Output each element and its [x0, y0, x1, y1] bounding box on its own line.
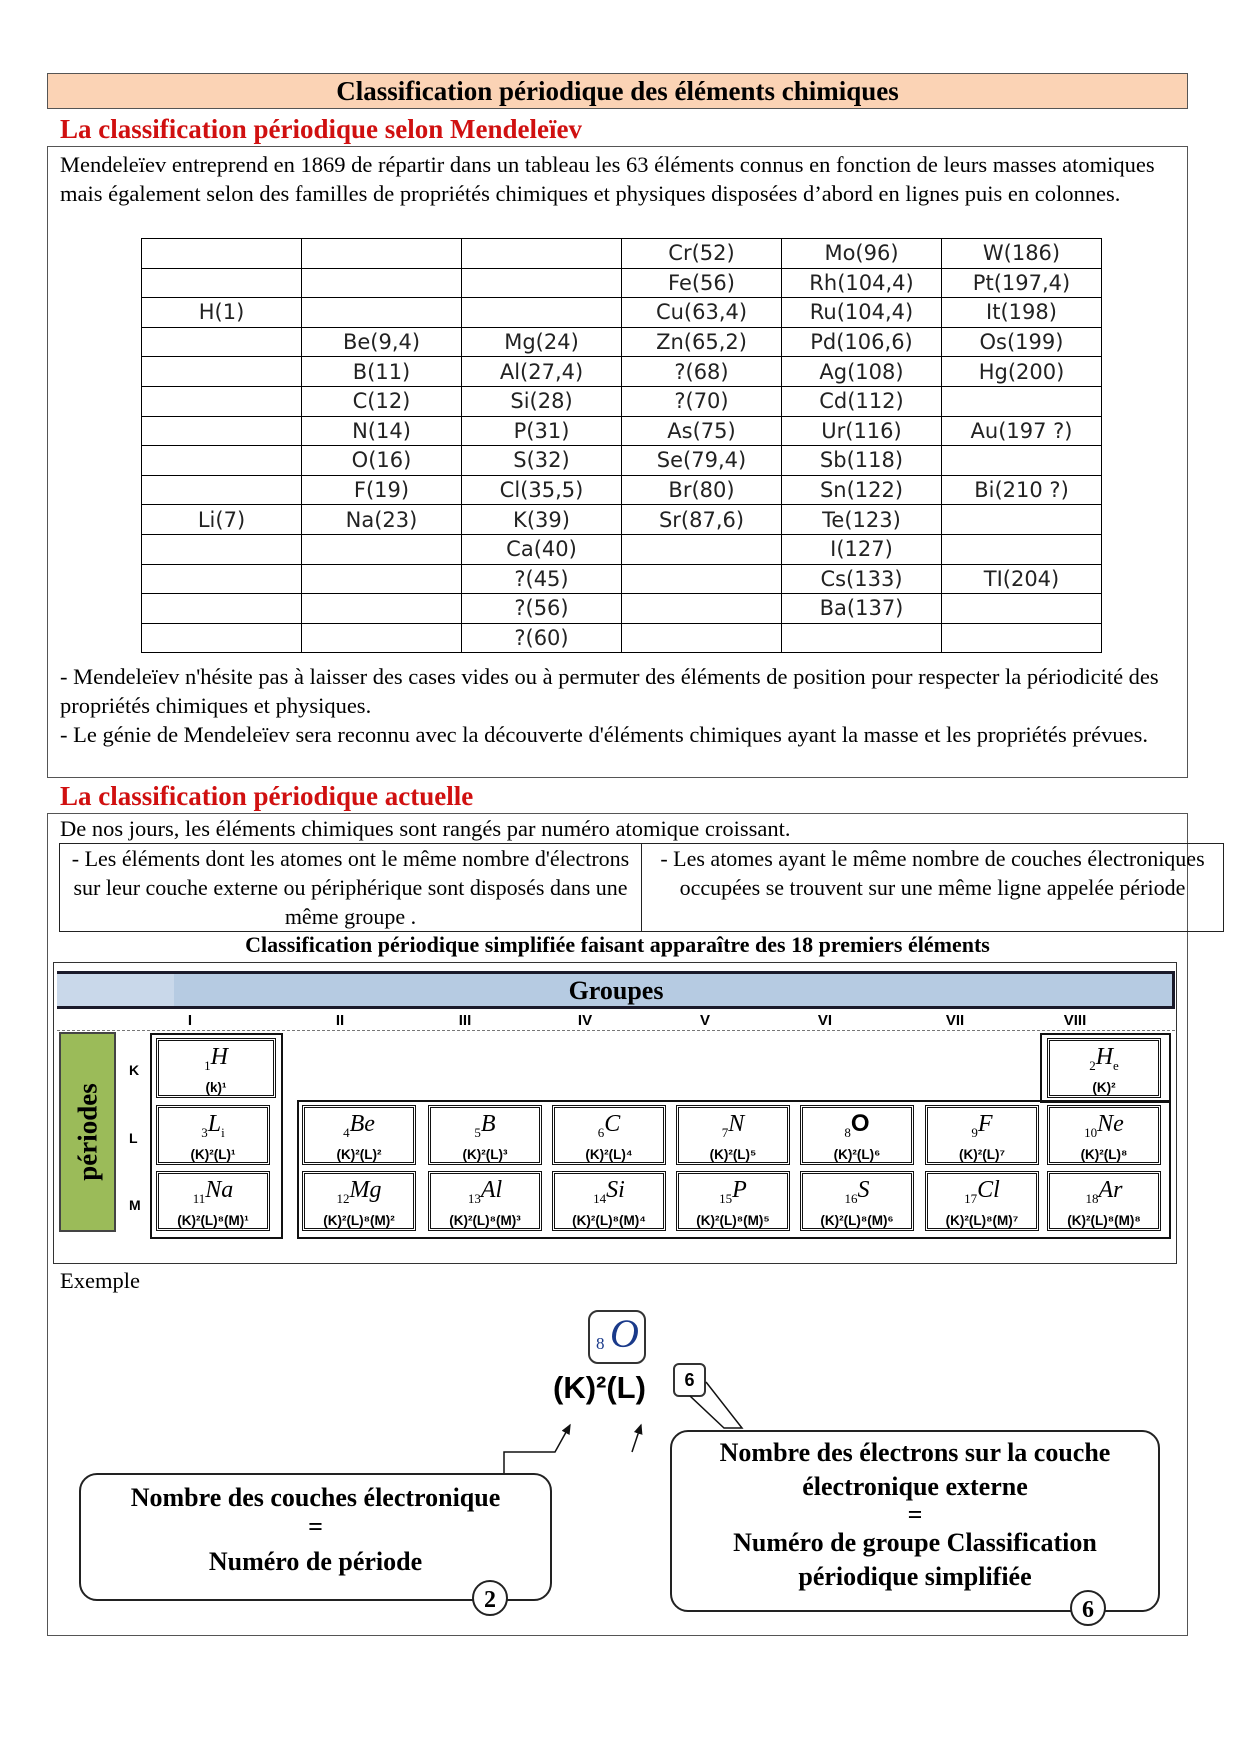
element-atomic-number: 2 [1089, 1057, 1096, 1073]
example-label: Exemple [60, 1268, 140, 1293]
mendeleiev-cell: H(1) [142, 298, 302, 328]
mendeleiev-cell: Zn(65,2) [622, 327, 782, 357]
mendeleiev-cell: Be(9,4) [302, 327, 462, 357]
mendeleiev-cell: B(11) [302, 357, 462, 387]
element-letters: Be [349, 1111, 375, 1137]
element-configuration: (K)²(L)⁸(M)² [323, 1212, 395, 1228]
element-letters: Ar [1098, 1177, 1123, 1203]
element-letters: F [977, 1111, 993, 1137]
element-atomic-number: 11 [192, 1190, 206, 1206]
element-configuration: (K)²(L)⁸(M)⁴ [572, 1212, 646, 1228]
group-rule: - Les éléments dont les atomes ont le même nombre d'électrons sur leur couche externe ou périphérique sont disposés dans une même groupe . [60, 844, 642, 932]
mendeleiev-cell: Au(197 ?) [942, 416, 1102, 446]
right-callout-line3: Numéro de groupe Classification [733, 1528, 1097, 1557]
mendeleiev-cell: Ru(104,4) [782, 298, 942, 328]
mendeleiev-cell: Fe(56) [622, 268, 782, 298]
period-rule: - Les atomes ayant le même nombre de couches électroniques occupées se trouvent sur une même ligne appelée période [642, 844, 1224, 932]
element-atomic-number: 1 [204, 1057, 211, 1073]
element-letters: Mg [349, 1177, 382, 1203]
mendeleiev-cell: Os(199) [942, 327, 1102, 357]
mendeleiev-cell: Mg(24) [462, 327, 622, 357]
mendeleiev-cell: Si(28) [462, 386, 622, 416]
example-configuration: (K)²(L) [553, 1370, 646, 1405]
element-letters: Si [606, 1177, 625, 1203]
element-atomic-number: 13 [467, 1190, 481, 1206]
mendeleiev-cell: ?(60) [462, 623, 622, 653]
element-letters: O [850, 1110, 870, 1137]
mendeleiev-note-2: - Le génie de Mendeleïev sera reconnu avec la découverte d'éléments chimiques ayant la masse et les propriétés prévues. [60, 722, 1148, 747]
mendeleiev-cell: Cd(112) [782, 386, 942, 416]
mendeleiev-cell: O(16) [302, 446, 462, 476]
mendeleiev-cell: It(198) [942, 298, 1102, 328]
group-numeral: VI [817, 1012, 833, 1029]
element-atomic-number: 14 [593, 1190, 607, 1206]
right-callout [670, 1430, 1160, 1612]
mendeleiev-cell: Mo(96) [782, 239, 942, 269]
mendeleiev-cell: ?(68) [622, 357, 782, 387]
example-symbol: O [610, 1311, 639, 1356]
element-configuration: (K)²(L)⁶ [833, 1146, 881, 1162]
mendeleiev-cell: Ur(116) [782, 416, 942, 446]
mendeleiev-cell: Pd(106,6) [782, 327, 942, 357]
element-configuration: (K)²(L)⁵ [709, 1146, 757, 1162]
group-numeral: VII [945, 1012, 965, 1029]
element-atomic-number: 6 [597, 1124, 605, 1140]
element-configuration: (K)²(L)⁴ [585, 1146, 633, 1162]
element-letters: B [480, 1111, 496, 1137]
left-callout-line1: Nombre des couches électronique [130, 1483, 501, 1512]
mendeleiev-cell: Ag(108) [782, 357, 942, 387]
group-numeral: V [699, 1012, 710, 1029]
element-atomic-number: 3 [201, 1124, 208, 1140]
element-atomic-number: 15 [719, 1190, 733, 1206]
example-atomic-number: 8 [596, 1334, 605, 1353]
right-callout-line1: Nombre des électrons sur la couche [719, 1438, 1111, 1467]
right-callout-equals: = [907, 1500, 923, 1529]
mendeleiev-cell: Hg(200) [942, 357, 1102, 387]
element-configuration: (K)²(L)¹ [190, 1146, 236, 1162]
group-numeral: III [458, 1012, 472, 1029]
element-configuration: (K)²(L)⁸(M)⁸ [1067, 1212, 1141, 1228]
mendeleiev-cell: F(19) [302, 475, 462, 505]
element-atomic-number: 17 [964, 1190, 978, 1206]
mendeleiev-cell: I(127) [782, 534, 942, 564]
mendeleiev-cell: Se(79,4) [622, 446, 782, 476]
mendeleiev-cell: Sr(87,6) [622, 505, 782, 535]
mendeleiev-cell: Cl(35,5) [462, 475, 622, 505]
right-callout-line4: périodique simplifiée [798, 1562, 1032, 1591]
element-atomic-number: 8 [844, 1124, 851, 1140]
element-letters: Cl [977, 1177, 1000, 1203]
element-letters: C [604, 1111, 621, 1137]
simplified-table-title: Classification périodique simplifiée faisant apparaître des 18 premiers éléments [245, 932, 990, 957]
groupes-header: Groupes [57, 971, 1175, 1009]
arrow-to-k [504, 1425, 570, 1475]
group-numeral: II [335, 1012, 345, 1029]
left-callout-number: 2 [472, 1580, 508, 1616]
element-atomic-number: 9 [971, 1124, 978, 1140]
mendeleiev-cell: TI(204) [942, 564, 1102, 594]
group-numeral: I [187, 1012, 193, 1029]
mendeleiev-cell: Rh(104,4) [782, 268, 942, 298]
mendeleiev-cell: Cs(133) [782, 564, 942, 594]
mendeleiev-cell: Bi(210 ?) [942, 475, 1102, 505]
element-configuration: (K)²(L)² [336, 1146, 382, 1162]
mendeleiev-cell: ?(56) [462, 594, 622, 624]
mendeleiev-cell: Sb(118) [782, 446, 942, 476]
left-callout-line2: Numéro de période [208, 1547, 423, 1576]
page-title: Classification périodique des éléments chimiques [47, 73, 1188, 109]
element-atomic-number: 16 [844, 1190, 858, 1206]
mendeleiev-cell: Sn(122) [782, 475, 942, 505]
left-callout-equals: = [308, 1512, 323, 1541]
mendeleiev-note-1: - Mendeleïev n'hésite pas à laisser des cases vides ou à permuter des éléments de position pour respecter la périodicité des propriétés chimiques et physiques. [60, 664, 1159, 718]
element-configuration: (k)¹ [205, 1079, 227, 1095]
right-callout-line2: électronique externe [802, 1472, 1028, 1501]
actuelle-intro: De nos jours, les éléments chimiques sont rangés par numéro atomique croissant. [60, 816, 791, 841]
period-letter: M [129, 1197, 141, 1213]
section-heading-mendeleiev: La classification périodique selon Mendeleïev [60, 114, 582, 144]
element-letters: S [857, 1177, 870, 1203]
element-atomic-number: 10 [1084, 1124, 1098, 1140]
period-letter: K [129, 1062, 140, 1078]
element-letters: H [1095, 1044, 1114, 1070]
element-atomic-number: 18 [1085, 1190, 1099, 1206]
mendeleiev-cell: Al(27,4) [462, 357, 622, 387]
mendeleiev-cell: Pt(197,4) [942, 268, 1102, 298]
mendeleiev-cell: As(75) [622, 416, 782, 446]
mendeleiev-cell: W(186) [942, 239, 1102, 269]
mendeleiev-intro: Mendeleïev entreprend en 1869 de répartir dans un tableau les 63 éléments connus en fonction de leurs masses atomiques mais également selon des familles de propriétés chimiques et physiques disposées d’abord en lignes puis en colonnes. [60, 152, 1155, 206]
element-letters: P [732, 1177, 747, 1203]
mendeleiev-cell: N(14) [302, 416, 462, 446]
element-configuration: (K)²(L)⁸(M)⁷ [945, 1212, 1019, 1228]
element-symbol-subscript: e [1113, 1057, 1119, 1073]
example-exponent-box: 6 [673, 1363, 706, 1397]
mendeleiev-cell: Cr(52) [622, 239, 782, 269]
element-letters: N [728, 1111, 745, 1137]
group-numeral: IV [577, 1012, 593, 1029]
element-atomic-number: 12 [336, 1190, 350, 1206]
element-symbol-subscript: i [221, 1124, 225, 1140]
mendeleiev-cell: S(32) [462, 446, 622, 476]
element-configuration: (K)² [1092, 1079, 1116, 1095]
element-atomic-number: 5 [474, 1124, 481, 1140]
element-configuration: (K)²(L)⁸(M)⁶ [820, 1212, 894, 1228]
element-configuration: (K)²(L)⁸(M)⁵ [696, 1212, 770, 1228]
mendeleiev-cell: ?(45) [462, 564, 622, 594]
element-configuration: (K)²(L)⁸(M)¹ [177, 1212, 249, 1228]
mendeleiev-cell: C(12) [302, 386, 462, 416]
mendeleiev-cell: K(39) [462, 505, 622, 535]
mendeleiev-cell: Cu(63,4) [622, 298, 782, 328]
mendeleiev-cell: Na(23) [302, 505, 462, 535]
element-letters: Na [205, 1177, 234, 1203]
period-letter: L [129, 1130, 138, 1146]
mendeleiev-cell: Te(123) [782, 505, 942, 535]
section-heading-actuelle: La classification périodique actuelle [60, 781, 474, 811]
element-atomic-number: 4 [343, 1124, 350, 1140]
periodes-label: périodes [72, 1083, 102, 1181]
mendeleiev-cell: Ba(137) [782, 594, 942, 624]
element-configuration: (K)²(L)³ [462, 1146, 508, 1162]
callout-pointer [690, 1382, 742, 1428]
element-configuration: (K)²(L)⁸ [1080, 1146, 1128, 1162]
element-letters: H [210, 1044, 228, 1070]
mendeleiev-cell: Li(7) [142, 505, 302, 535]
element-atomic-number: 7 [721, 1124, 729, 1140]
mendeleiev-cell: ?(70) [622, 386, 782, 416]
element-letters: Ne [1097, 1111, 1124, 1137]
right-callout-number: 6 [1070, 1590, 1106, 1626]
mendeleiev-cell: Br(80) [622, 475, 782, 505]
mendeleiev-cell: P(31) [462, 416, 622, 446]
element-configuration: (K)²(L)⁸(M)³ [449, 1212, 521, 1228]
element-configuration: (K)²(L)⁷ [958, 1146, 1006, 1162]
element-letters: Al [480, 1177, 503, 1203]
mendeleiev-cell: Ca(40) [462, 534, 622, 564]
element-letters: L [207, 1111, 222, 1137]
group-numeral: VIII [1063, 1012, 1087, 1029]
arrow-to-l [632, 1425, 641, 1452]
